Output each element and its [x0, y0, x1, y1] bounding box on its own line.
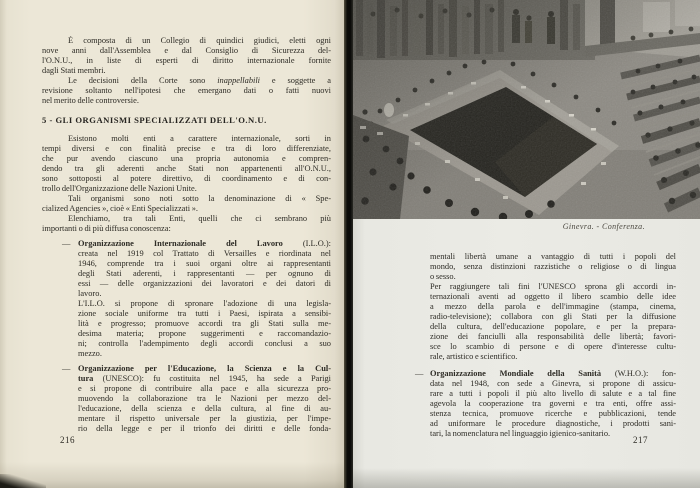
- text-line: lavoro.: [78, 289, 102, 298]
- text-line: 1946, comprende tra i suoi organi oltre ai rappresentanti: [78, 259, 331, 268]
- text-line: — Organizzazione Internazionale del Lavoro (I.L.O.):: [62, 239, 331, 248]
- text-line: trollo dell'Organizzazione delle Nazioni Unite.: [42, 184, 197, 193]
- text-line: revisione soltanto nell'ipotesi che emergano dati o fatti nuovi: [42, 86, 331, 95]
- text-line: desima materia; propone suggerimenti e raccomandazio-: [78, 329, 331, 338]
- text-line: a mezzo della parola e dell'immagine (stampa, cinema,: [430, 302, 676, 311]
- text-line: rale, artistico e scientifico.: [430, 352, 518, 361]
- conference-photo: [353, 0, 700, 219]
- text-line: Per raggiungere tali fini l'UNESCO sprona gli accordi in-: [430, 282, 676, 291]
- text-line: nove anni dall'Assemblea e dal Consiglio di Sicurezza del-: [42, 46, 331, 55]
- text-line: importanti o di più diffusa conoscenza:: [42, 224, 171, 233]
- text-line: l'O.N.U., in liste di esperti di diritto internazionale fornite: [42, 56, 331, 65]
- bold-run: Organizzazione Mondiale della Sanità: [430, 369, 602, 378]
- text-line: dagli Stati membri.: [42, 66, 106, 75]
- paragraph: [42, 76, 331, 106]
- text-line: mezzo.: [78, 349, 102, 358]
- text-line: sce lo scambio di persone e di opere d'interesse cultu-: [430, 342, 676, 351]
- right-page-text-block: [415, 252, 676, 439]
- text-line: mondo, senza distinzioni razzistiche o religiose o di lingua: [430, 262, 676, 271]
- text-line: della cultura, dell'educazione popolare, e per la prepara-: [430, 322, 676, 331]
- text-line: mentali libertà umane a vantaggio di tutti i popoli del: [430, 252, 676, 261]
- text-line: zione sociale uniforme tra tutti i Paesi, ispirata a sensibi-: [78, 309, 331, 318]
- text-run: (UNESCO): fu costituita nel 1945, ha sede a Parigi: [93, 374, 331, 383]
- text-line: l'educazione, della scienza e della cultura, al fine di au-: [78, 404, 331, 413]
- text-line: [42, 76, 331, 86]
- paragraph: [42, 134, 331, 194]
- text-line: agevola la cooperazione tra governi e tra enti, offre assi-: [430, 399, 676, 408]
- text-run: (W.H.O.): fon-: [601, 369, 676, 378]
- right-page: [353, 0, 700, 488]
- photo-caption: Ginevra. - Conferenza.: [562, 222, 645, 231]
- text-line: rio della legge e per il trionfo dei diritti e delle fonda-: [78, 424, 331, 433]
- italic-run: inappellabili: [217, 76, 260, 85]
- text-line: radio-televisione); collabora con gli Stati per la diffusione: [430, 312, 676, 321]
- page-number-left: 216: [60, 435, 75, 445]
- text-line: ternazionali aventi ad oggetto il libero scambio delle idee: [430, 292, 676, 301]
- text-line: Tali organismi sono noti sotto la denominazione di « Spe-: [68, 194, 331, 203]
- text-line: tempi diversi e con finalità precise e tra di loro differenziate,: [42, 144, 331, 153]
- text-run: e soggette a: [260, 76, 331, 85]
- text-run: Le decisioni della Corte sono: [68, 76, 218, 85]
- text-line: essi — delle organizzazioni dei lavoratori e dei datori di: [78, 279, 331, 288]
- text-line: nel merito delle controversie.: [42, 96, 139, 105]
- text-line: [78, 374, 331, 384]
- text-line: ad uniformare le procedure diagnostiche, i prodotti sani-: [430, 419, 676, 428]
- text-line: o sesso.: [430, 272, 456, 281]
- conference-photo-art: [353, 0, 700, 219]
- photo-grain: [353, 0, 700, 219]
- left-page-text-block: [42, 36, 331, 434]
- text-line: L'I.L.O. si propone di spronare l'adozione di una legisla-: [78, 299, 331, 308]
- text-line: cialized Agencies », cioè « Enti Specializzati ».: [42, 204, 199, 213]
- text-line: muovendo la collaborazione tra le Nazioni per mezzo del-: [78, 394, 331, 403]
- list-item-who: [415, 369, 676, 439]
- bold-run: tura: [78, 374, 94, 383]
- text-run: (I.L.O.):: [282, 239, 331, 248]
- text-line: stenza tecnica, promuove ricerche e pubblicazioni, tende: [430, 409, 676, 418]
- text-line: — Organizzazione Mondiale della Sanità (W.H.O.): fon-: [415, 369, 676, 378]
- bold-run: Organizzazione per l'Educazione, la Scienza e la Cul-: [78, 364, 331, 373]
- section-heading: 5 - GLI ORGANISMI SPECIALIZZATI DELL'O.N.U.: [42, 115, 267, 125]
- text-line: È composta di un Collegio di quindici giudici, eletti ogni: [68, 36, 331, 45]
- text-line: e si propone di contribuire alla pace e alla sicurezza pro-: [78, 384, 331, 393]
- paragraph: [430, 282, 676, 362]
- text-line: lità e progresso; promuove accordi tra gli Stati sulla me-: [78, 319, 331, 328]
- text-line: tari, la nomenclatura nel linguaggio igienico-sanitario.: [430, 429, 611, 438]
- paragraph: [42, 214, 331, 234]
- bold-run: Organizzazione Internazionale del Lavoro: [78, 239, 283, 248]
- list-item-unesco: [42, 364, 331, 434]
- text-line: Elenchiamo, tra tali Enti, quelli che ci sembrano più: [68, 214, 331, 223]
- text-line: creata nel 1919 col Trattato di Versailles e riordinata nel: [78, 249, 331, 258]
- text-line: ni; controlla l'adempimento degli accordi conclusi a suo: [78, 339, 331, 348]
- text-line: degli Stati aderenti, i rappresentanti — per ognuno di: [78, 269, 331, 278]
- text-line: che pur avendo ciascuno una propria autonomia e compren-: [42, 154, 331, 163]
- text-line: rare a tutti i popoli il più alto livello di salute e a tal fine: [430, 389, 676, 398]
- book-gutter: [344, 0, 353, 488]
- left-page: [0, 0, 345, 488]
- text-line: Esistono molti enti a carattere internazionale, sorti in: [68, 134, 331, 143]
- text-line: sono sottoposti al potere direttivo, di coordinamento e di con-: [42, 174, 331, 183]
- text-line: — Organizzazione per l'Educazione, la Scienza e la Cul-: [62, 364, 331, 373]
- paragraph: [42, 36, 331, 76]
- paragraph: [430, 252, 676, 282]
- text-line: zione dei fanciulli alla responsabilità delle libertà; favori-: [430, 332, 676, 341]
- text-line: mentare il rispetto universale per la giustizia, per l'impe-: [78, 414, 331, 423]
- paragraph: [42, 194, 331, 214]
- page-number-right: 217: [633, 435, 648, 445]
- list-item-ilo: [42, 239, 331, 359]
- text-line: data nel 1948, con sede a Ginevra, si propone di assicu-: [430, 379, 676, 388]
- text-line: dendo tra gli aderenti anche Stati non appartenenti all'O.N.U.,: [42, 164, 331, 173]
